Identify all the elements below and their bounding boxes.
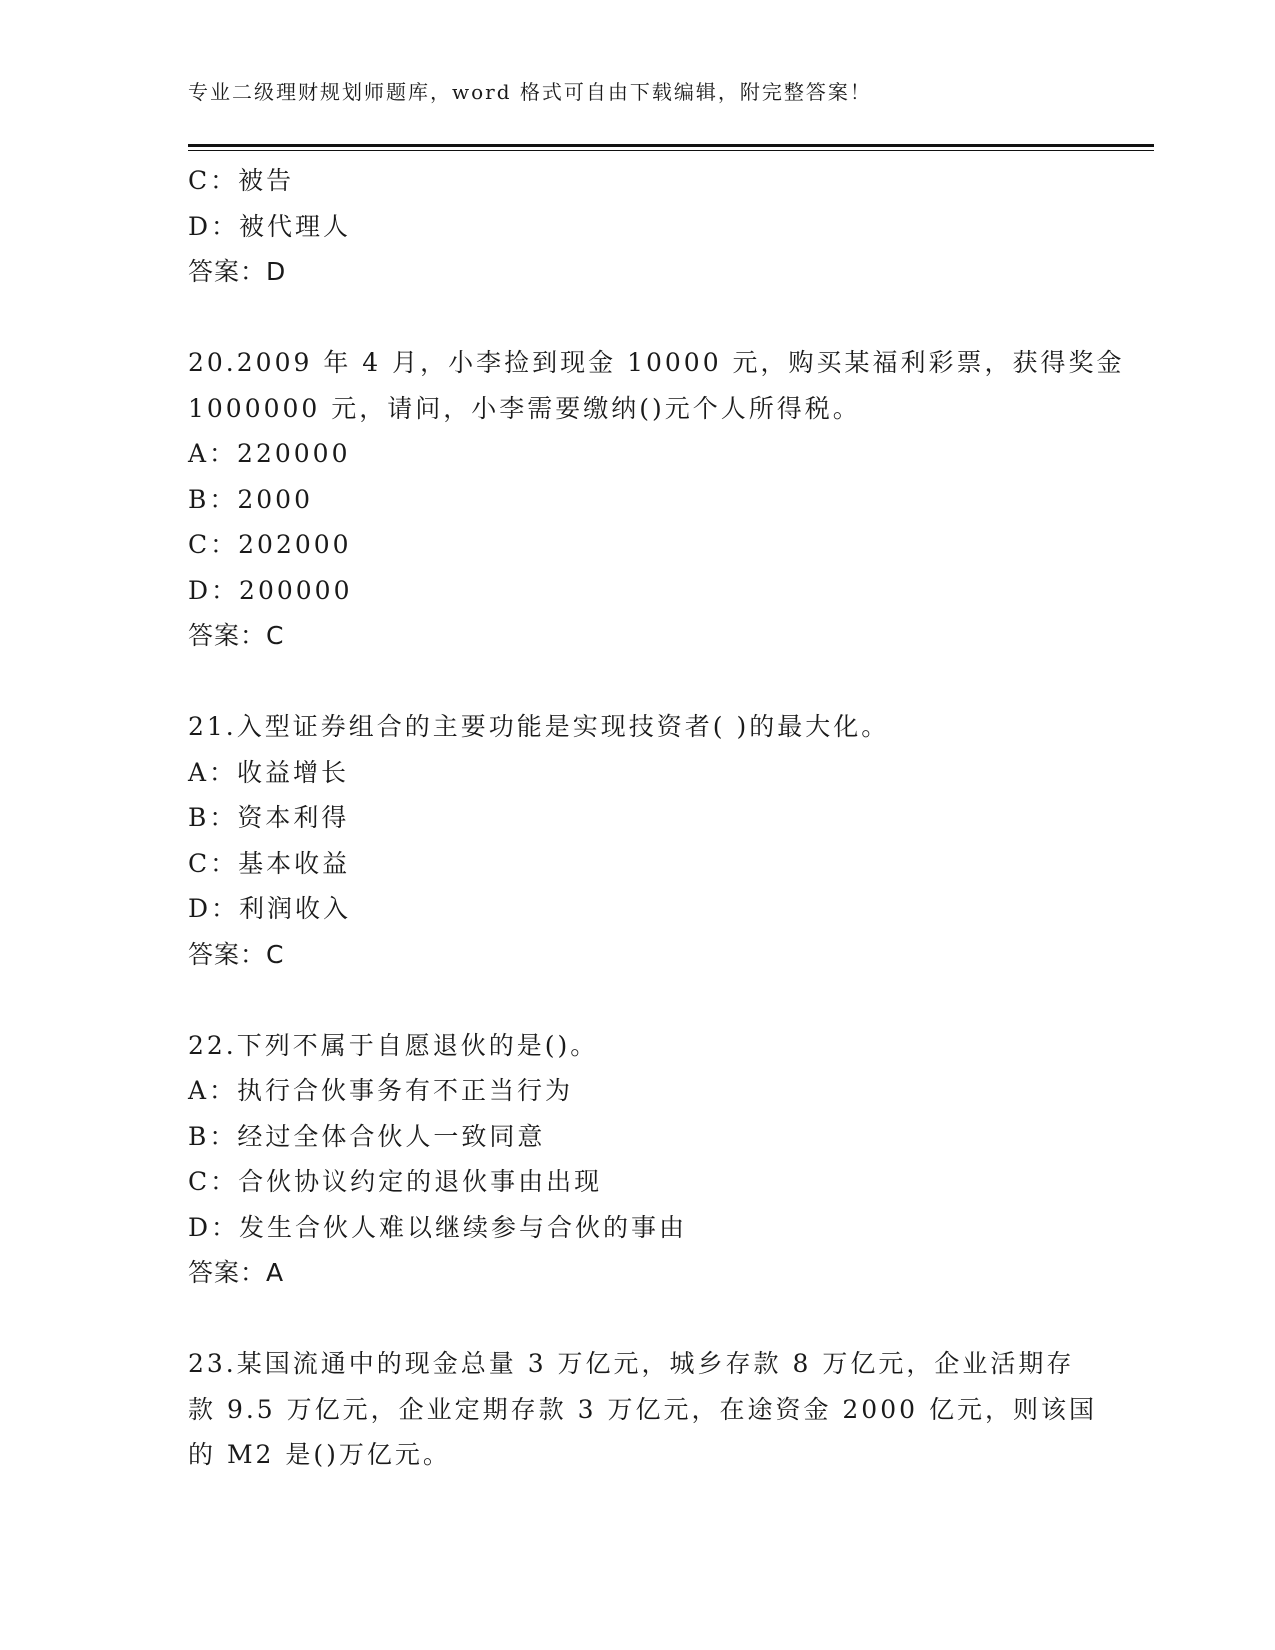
option-d: D：被代理人 <box>188 211 352 241</box>
option-c: C：202000 <box>188 530 352 559</box>
question-block-21 <box>188 704 1088 977</box>
option-b: B：资本利得 <box>188 803 350 832</box>
header-rule-thick <box>188 144 1154 147</box>
answer-line: 答案：D <box>188 257 287 286</box>
answer-line: 答案：C <box>188 621 285 650</box>
question-text-continued: 的 M2 是()万亿元。 <box>188 1440 451 1469</box>
page-header: 专业二级理财规划师题库，word 格式可自由下载编辑，附完整答案！ <box>188 80 872 104</box>
spacer <box>188 1296 1088 1342</box>
question-text-continued: 款 9.5 万亿元，企业定期存款 3 万亿元，在途资金 2000 亿元，则该国 <box>188 1394 1097 1424</box>
option-c: C：基本收益 <box>188 848 351 878</box>
question-block-23 <box>188 1341 1097 1478</box>
option-b: B：经过全体合伙人一致同意 <box>188 1121 546 1151</box>
question-text: 23.某国流通中的现金总量 3 万亿元，城乡存款 8 万亿元，企业活期存 <box>188 1349 1075 1378</box>
option-a: A：220000 <box>188 439 351 468</box>
question-list <box>188 158 1125 1478</box>
spacer <box>188 295 1088 341</box>
option-d: D：利润收入 <box>188 894 352 923</box>
option-c: C：合伙协议约定的退伙事由出现 <box>188 1167 603 1196</box>
option-c: C：被告 <box>188 166 295 195</box>
option-a: A：执行合伙事务有不正当行为 <box>188 1076 574 1105</box>
spacer <box>188 659 1088 705</box>
question-text-continued: 1000000 元，请问，小李需要缴纳()元个人所得税。 <box>188 393 861 423</box>
option-b: B：2000 <box>188 484 313 514</box>
header-rule-thin <box>188 150 1154 151</box>
question-block-20 <box>188 340 1125 659</box>
option-d: D：发生合伙人难以继续参与合伙的事由 <box>188 1212 688 1242</box>
option-d: D：200000 <box>188 575 353 605</box>
question-block-19 <box>188 158 1088 295</box>
answer-line: 答案：C <box>188 939 285 969</box>
question-block-22 <box>188 1023 1088 1296</box>
answer-line: 答案：A <box>188 1258 285 1287</box>
question-text: 21.入型证券组合的主要功能是实现技资者( )的最大化。 <box>188 712 890 741</box>
spacer <box>188 977 1088 1023</box>
question-text: 22.下列不属于自愿退伙的是()。 <box>188 1030 599 1060</box>
option-a: A：收益增长 <box>188 757 350 787</box>
question-text: 20.2009 年 4 月，小李捡到现金 10000 元，购买某福利彩票，获得奖金 <box>188 348 1125 377</box>
